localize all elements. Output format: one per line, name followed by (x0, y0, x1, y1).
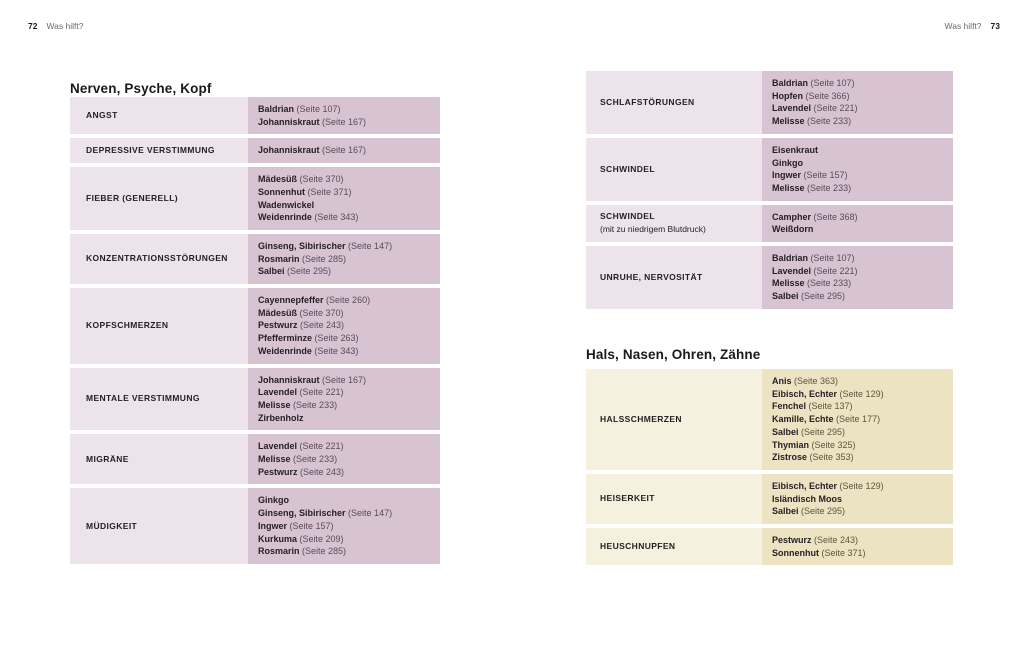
section-title-hals-nasen-ohren-zaehne: Hals, Nasen, Ohren, Zähne (586, 347, 761, 363)
condition-cell (70, 167, 248, 230)
remedy-page-ref: (Seite 343) (314, 345, 359, 356)
remedies-cell (248, 167, 440, 230)
remedy-entry (258, 545, 430, 558)
condition-cell (586, 205, 762, 242)
remedy-page-ref: (Seite 263) (314, 333, 359, 344)
remedies-cell (248, 288, 440, 364)
remedy-entry (772, 144, 943, 157)
remedy-name: Mädesüß (258, 307, 298, 318)
remedies-cell (762, 246, 953, 309)
table-row (70, 434, 440, 484)
remedy-name: Ingwer (772, 170, 802, 181)
remedy-entry (258, 332, 430, 345)
remedies-cell (248, 434, 440, 484)
remedy-page-ref: (Seite 221) (299, 441, 344, 452)
running-header-left-label: Was hilft? (46, 21, 84, 31)
remedy-name: Mädesüß (258, 174, 298, 185)
remedy-name: Lavendel (258, 441, 298, 452)
condition-cell (586, 138, 762, 201)
remedy-entry (258, 466, 430, 479)
remedy-entry (258, 173, 430, 186)
remedy-name: Pestwurz (258, 466, 298, 477)
remedy-name: Kamille, Echte (772, 414, 834, 425)
table-row (70, 288, 440, 364)
remedy-name: Pestwurz (772, 535, 812, 546)
remedy-name: Baldrian (772, 253, 809, 264)
remedy-entry (258, 211, 430, 224)
remedy-page-ref: (Seite 167) (322, 374, 367, 385)
remedies-cell (762, 528, 953, 565)
condition-label: SCHWINDEL (600, 211, 655, 222)
remedy-entry (772, 265, 943, 278)
remedy-page-ref: (Seite 285) (302, 546, 347, 557)
remedy-entry (258, 345, 430, 358)
remedy-page-ref: (Seite 147) (348, 508, 393, 519)
remedy-page-ref: (Seite 370) (299, 307, 344, 318)
remedy-page-ref: (Seite 295) (801, 506, 846, 517)
remedy-page-ref: (Seite 371) (307, 186, 352, 197)
remedy-name: Ginkgo (772, 157, 803, 168)
remedy-name: Melisse (772, 182, 805, 193)
remedy-entry (772, 182, 943, 195)
remedy-entry (258, 386, 430, 399)
remedy-name: Ginseng, Sibirischer (258, 240, 346, 251)
remedy-page-ref: (Seite 221) (299, 387, 344, 398)
remedy-entry (772, 400, 943, 413)
remedy-name: Pfefferminze (258, 333, 313, 344)
condition-label: DEPRESSIVE VERSTIMMUNG (86, 145, 215, 156)
remedy-page-ref: (Seite 243) (300, 320, 345, 331)
remedy-entry (772, 169, 943, 182)
remedy-page-ref: (Seite 233) (807, 182, 852, 193)
remedy-entry (772, 290, 943, 303)
remedy-entry (772, 277, 943, 290)
remedy-name: Lavendel (772, 265, 812, 276)
remedy-entry (258, 533, 430, 546)
remedy-entry (258, 144, 430, 157)
remedy-name: Thymian (772, 439, 810, 450)
remedy-name: Melisse (258, 454, 291, 465)
table-row (586, 528, 953, 565)
remedy-page-ref: (Seite 295) (801, 291, 846, 302)
remedy-name: Kurkuma (258, 533, 298, 544)
remedy-entry (772, 211, 943, 224)
running-header-right-label: Was hilft? (944, 21, 982, 31)
remedy-name: Eibisch, Echter (772, 388, 838, 399)
remedy-entry (258, 453, 430, 466)
remedy-name: Salbei (772, 506, 799, 517)
remedy-entry (772, 375, 943, 388)
remedy-name: Baldrian (772, 78, 809, 88)
condition-label: MÜDIGKEIT (86, 520, 138, 531)
remedy-page-ref: (Seite 107) (296, 104, 341, 114)
remedy-entry (772, 451, 943, 464)
condition-label: ANGST (86, 110, 118, 121)
remedy-name: Fenchel (772, 401, 807, 412)
remedy-page-ref: (Seite 233) (807, 278, 852, 289)
remedies-cell (762, 71, 953, 134)
remedy-entry (772, 102, 943, 115)
table-row (70, 97, 440, 134)
remedy-entry (772, 157, 943, 170)
condition-label: HALSSCHMERZEN (600, 413, 682, 424)
condition-label: UNRUHE, NERVOSITÄT (600, 271, 703, 282)
table-row (586, 474, 953, 524)
remedy-entry (772, 388, 943, 401)
remedy-entry (772, 480, 943, 493)
running-header-right (945, 21, 1000, 31)
remedy-name: Cayennepfeffer (258, 295, 324, 306)
remedy-entry (772, 547, 943, 560)
table-row (70, 234, 440, 284)
remedy-entry (258, 319, 430, 332)
remedy-page-ref: (Seite 137) (808, 401, 853, 412)
remedy-page-ref: (Seite 243) (814, 535, 859, 546)
table-hals-nasen-ohren-zaehne (586, 369, 953, 565)
remedy-page-ref: (Seite 177) (836, 414, 881, 425)
table-row (586, 246, 953, 309)
remedy-page-ref: (Seite 243) (300, 466, 345, 477)
condition-cell (586, 369, 762, 470)
remedy-page-ref: (Seite 295) (287, 266, 332, 277)
remedy-page-ref: (Seite 366) (805, 90, 850, 101)
remedy-entry (258, 307, 430, 320)
remedy-page-ref: (Seite 285) (302, 253, 347, 264)
remedy-page-ref: (Seite 371) (821, 547, 866, 558)
remedies-cell (248, 234, 440, 284)
remedy-name: Ginseng, Sibirischer (258, 508, 346, 519)
running-header-left (28, 21, 83, 31)
condition-cell (70, 434, 248, 484)
remedy-page-ref: (Seite 221) (813, 103, 858, 114)
remedy-name: Salbei (772, 426, 799, 437)
remedy-page-ref: (Seite 343) (314, 212, 359, 223)
remedy-page-ref: (Seite 363) (794, 376, 839, 386)
remedy-page-ref: (Seite 233) (807, 116, 852, 127)
remedies-cell (248, 97, 440, 134)
condition-label: MENTALE VERSTIMMUNG (86, 393, 200, 404)
remedies-cell (248, 368, 440, 431)
remedy-page-ref: (Seite 353) (809, 452, 854, 463)
remedy-name: Wadenwickel (258, 199, 315, 210)
remedy-name: Ginkgo (258, 495, 289, 506)
table-row (70, 167, 440, 230)
remedy-name: Weidenrinde (258, 345, 312, 356)
remedy-entry (258, 399, 430, 412)
remedy-name: Sonnenhut (772, 547, 819, 558)
remedy-name: Pestwurz (258, 320, 298, 331)
remedy-page-ref: (Seite 260) (326, 295, 371, 306)
condition-label: HEISERKEIT (600, 493, 655, 504)
remedy-name: Salbei (772, 291, 799, 302)
page-number-right: 73 (990, 21, 1000, 31)
remedies-cell (762, 138, 953, 201)
remedy-page-ref: (Seite 107) (810, 78, 855, 88)
remedy-page-ref: (Seite 233) (293, 399, 338, 410)
condition-cell (70, 488, 248, 564)
condition-label: MIGRÄNE (86, 453, 129, 464)
page-number-left: 72 (28, 21, 38, 31)
remedy-name: Zistrose (772, 452, 808, 463)
remedy-entry (258, 440, 430, 453)
section-title-nerven-psyche-kopf: Nerven, Psyche, Kopf (70, 81, 212, 97)
remedy-entry (772, 252, 943, 265)
condition-cell (70, 234, 248, 284)
remedy-name: Melisse (258, 399, 291, 410)
remedy-name: Johanniskraut (258, 145, 320, 156)
remedy-entry (772, 534, 943, 547)
remedy-page-ref: (Seite 295) (801, 426, 846, 437)
condition-cell (586, 528, 762, 565)
remedy-entry (258, 265, 430, 278)
condition-note: (mit zu niedrigem Blutdruck) (600, 224, 706, 235)
condition-cell (70, 97, 248, 134)
remedy-page-ref: (Seite 368) (813, 211, 858, 222)
remedy-name: Anis (772, 376, 792, 386)
remedy-entry (258, 240, 430, 253)
remedy-name: Weidenrinde (258, 212, 312, 223)
table-row (586, 71, 953, 134)
condition-label: FIEBER (GENERELL) (86, 193, 178, 204)
remedy-page-ref: (Seite 147) (348, 240, 393, 251)
remedy-page-ref: (Seite 107) (810, 253, 855, 264)
remedy-name: Lavendel (772, 103, 812, 114)
remedy-entry (258, 253, 430, 266)
remedy-entry (258, 494, 430, 507)
remedies-cell (762, 205, 953, 242)
table-row (586, 369, 953, 470)
remedy-name: Rosmarin (258, 546, 300, 557)
remedy-entry (258, 294, 430, 307)
table-row (70, 368, 440, 431)
remedy-entry (258, 199, 430, 212)
remedy-name: Ingwer (258, 520, 288, 531)
remedy-entry (772, 223, 943, 236)
remedy-entry (772, 426, 943, 439)
remedy-entry (772, 413, 943, 426)
remedy-page-ref: (Seite 157) (803, 170, 848, 181)
remedy-entry (772, 505, 943, 518)
remedy-name: Eisenkraut (772, 144, 819, 155)
remedy-entry (772, 493, 943, 506)
condition-cell (70, 368, 248, 431)
remedy-name: Isländisch Moos (772, 493, 843, 504)
remedy-entry (258, 507, 430, 520)
remedy-entry (258, 412, 430, 425)
remedy-name: Salbei (258, 266, 285, 277)
remedy-name: Hopfen (772, 90, 803, 101)
remedy-name: Zirbenholz (258, 412, 304, 423)
remedy-name: Campher (772, 211, 812, 222)
remedy-name: Rosmarin (258, 253, 300, 264)
table-nerven-psyche-kopf (70, 97, 440, 564)
remedies-cell (762, 474, 953, 524)
remedy-entry (258, 374, 430, 387)
remedy-page-ref: (Seite 129) (839, 480, 884, 491)
remedies-cell (248, 488, 440, 564)
table-row (586, 205, 953, 242)
remedy-name: Sonnenhut (258, 186, 305, 197)
remedy-entry (258, 116, 430, 129)
remedy-page-ref: (Seite 167) (322, 116, 367, 127)
table-row (70, 138, 440, 163)
remedy-name: Melisse (772, 116, 805, 127)
condition-label: KONZENTRATIONSSTÖRUNGEN (86, 253, 228, 264)
condition-cell (70, 138, 248, 163)
table-row (70, 488, 440, 564)
condition-label: SCHLAFSTÖRUNGEN (600, 96, 695, 107)
remedy-page-ref: (Seite 370) (299, 174, 344, 185)
condition-cell (586, 474, 762, 524)
condition-cell (70, 288, 248, 364)
condition-label: KOPFSCHMERZEN (86, 320, 169, 331)
remedy-name: Johanniskraut (258, 116, 320, 127)
remedy-entry (258, 103, 430, 116)
remedy-page-ref: (Seite 221) (813, 265, 858, 276)
remedy-page-ref: (Seite 157) (289, 520, 334, 531)
remedy-page-ref: (Seite 167) (322, 145, 367, 156)
remedy-entry (772, 439, 943, 452)
remedy-name: Lavendel (258, 387, 298, 398)
remedy-entry (772, 115, 943, 128)
remedy-page-ref: (Seite 209) (299, 533, 344, 544)
condition-label: SCHWINDEL (600, 163, 655, 174)
remedy-name: Weißdorn (772, 224, 814, 235)
condition-cell (586, 71, 762, 134)
remedies-cell (248, 138, 440, 163)
remedies-cell (762, 369, 953, 470)
condition-cell (586, 246, 762, 309)
remedy-name: Melisse (772, 278, 805, 289)
remedy-entry (258, 186, 430, 199)
condition-label: HEUSCHNUPFEN (600, 541, 676, 552)
remedy-name: Johanniskraut (258, 374, 320, 385)
remedy-page-ref: (Seite 129) (839, 388, 884, 399)
remedy-page-ref: (Seite 325) (811, 439, 856, 450)
remedy-entry (258, 520, 430, 533)
table-row (586, 138, 953, 201)
remedy-name: Baldrian (258, 104, 295, 114)
remedy-entry (772, 77, 943, 90)
remedy-page-ref: (Seite 233) (293, 454, 338, 465)
remedy-entry (772, 90, 943, 103)
remedy-name: Eibisch, Echter (772, 480, 838, 491)
table-nerven-psyche-kopf-continued (586, 71, 953, 309)
